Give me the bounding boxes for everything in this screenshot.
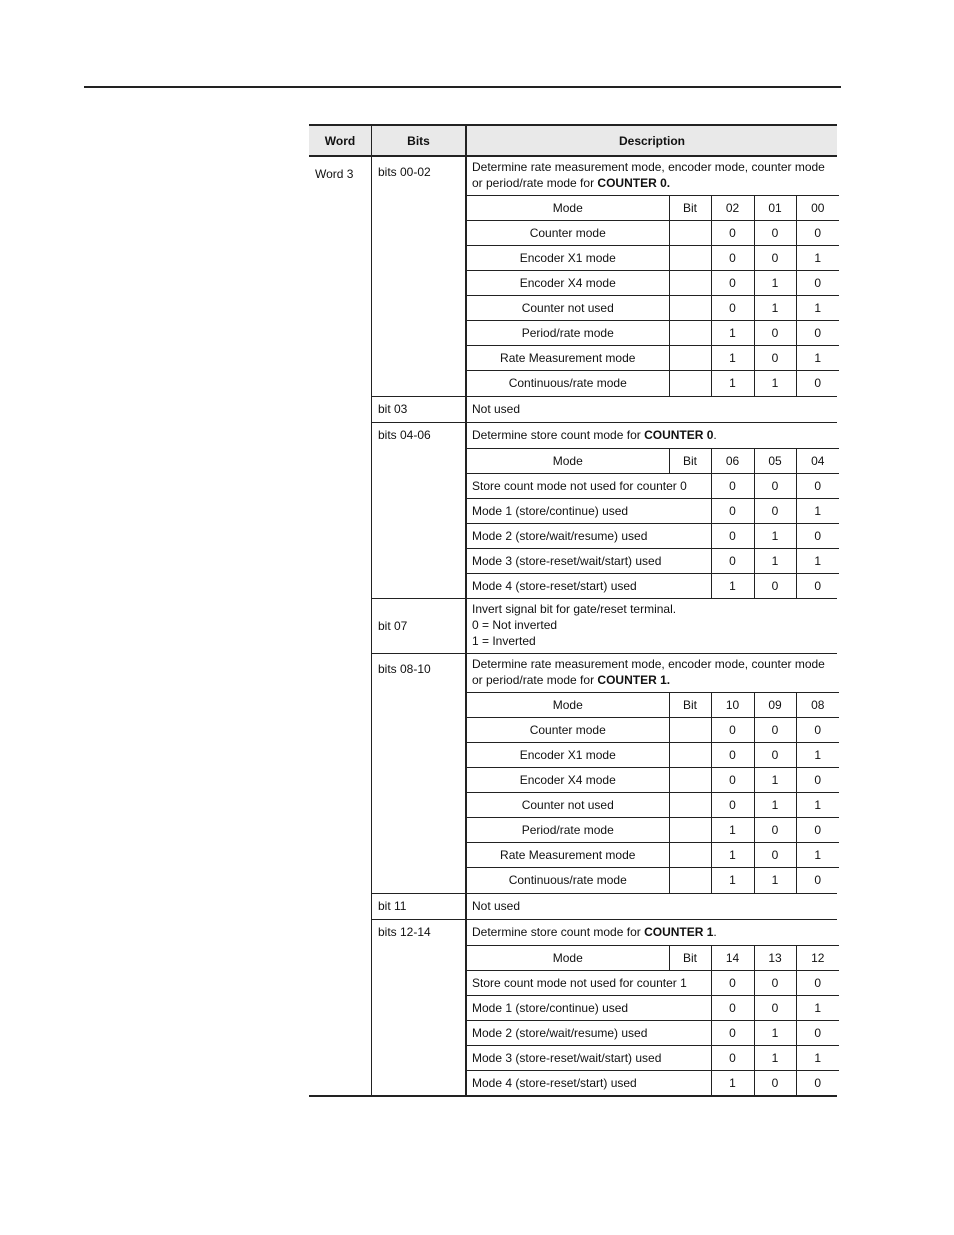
table-row: Mode 3 (store-reset/wait/start) used 0 1 1 [467,1045,839,1070]
table-header-row: Mode Bit 10 09 08 [467,693,839,718]
table-body [309,157,837,1097]
counter0-store-mode-table [467,448,839,599]
section-bit-03 [371,396,837,423]
table-row: Encoder X4 mode 0 1 0 [467,271,839,296]
bits-label: bit 03 [371,397,465,423]
description-cell [465,894,837,920]
section-bits-04-06 [371,422,837,598]
table-row: Period/rate mode 1 0 0 [467,818,839,843]
word3-table [309,124,837,1097]
table-row: Store count mode not used for counter 1 0 0 0 [467,970,839,995]
section-bits-00-02 [371,157,837,396]
table-row: Continuous/rate mode 1 1 0 [467,868,839,893]
counter0-rate-mode-table [467,195,839,396]
description-text: Invert signal bit for gate/reset terminal. 0 = Not inverted 1 = Inverted [472,602,677,648]
table-row: Mode 1 (store/continue) used 0 0 1 [467,995,839,1020]
word-label: Word 3 [315,167,354,181]
bit-sections [371,157,837,1095]
description-text: Determine store count mode for COUNTER 1. [472,925,717,939]
table-row: Encoder X4 mode 0 1 0 [467,768,839,793]
description-text: Determine rate measurement mode, encoder mode, counter mode or period/rate mode for COUNTER 1. [472,657,825,687]
header-word: Word [324,133,356,148]
description-cell [465,920,837,1095]
description-cell [465,423,837,598]
table-row: Counter mode 0 0 0 [467,718,839,743]
description-text: Determine store count mode for COUNTER 0. [472,428,717,442]
table-row: Encoder X1 mode 0 0 1 [467,246,839,271]
table-row: Mode 3 (store-reset/wait/start) used 0 1 1 [467,548,839,573]
description-cell [465,397,837,423]
table-row: Mode 1 (store/continue) used 0 0 1 [467,498,839,523]
description-text: Not used [472,898,521,913]
table-row: Mode 4 (store-reset/start) used 1 0 0 [467,573,839,598]
table-row: Continuous/rate mode 1 1 0 [467,371,839,396]
table-row: Period/rate mode 1 0 0 [467,321,839,346]
counter1-store-mode-table [467,945,839,1096]
table-row: Rate Measurement mode 1 0 1 [467,346,839,371]
table-row: Counter not used 0 1 1 [467,793,839,818]
table-row: Counter not used 0 1 1 [467,296,839,321]
bits-label: bits 12-14 [371,920,465,1095]
table-row: Rate Measurement mode 1 0 1 [467,843,839,868]
header-bits: Bits [371,126,465,155]
table-row: Counter mode 0 0 0 [467,221,839,246]
bits-label: bits 08-10 [371,654,465,893]
table-header-row: Mode Bit 06 05 04 [467,448,839,473]
description-text: Determine rate measurement mode, encoder mode, counter mode or period/rate mode for COUNTER 0. [472,160,825,190]
table-header [309,124,837,157]
bits-label: bit 07 [371,599,465,653]
table-header-row: Mode Bit 02 01 00 [467,196,839,221]
section-bits-08-10 [371,653,837,893]
description-text: Not used [472,401,521,416]
bits-label: bit 11 [371,894,465,920]
description-cell [465,654,837,893]
table-header-row: Mode Bit 14 13 12 [467,945,839,970]
table-row: Mode 4 (store-reset/start) used 1 0 0 [467,1070,839,1095]
section-bit-11 [371,893,837,920]
header-description: Description [465,126,837,155]
section-bit-07 [371,598,837,653]
top-rule [84,86,841,88]
description-cell [465,157,837,396]
table-row: Mode 2 (store/wait/resume) used 0 1 0 [467,1020,839,1045]
bits-label: bits 04-06 [371,423,465,598]
description-cell [465,599,837,653]
table-row: Store count mode not used for counter 0 0 0 0 [467,473,839,498]
bits-label: bits 00-02 [371,157,465,396]
table-row: Encoder X1 mode 0 0 1 [467,743,839,768]
table-row: Mode 2 (store/wait/resume) used 0 1 0 [467,523,839,548]
section-bits-12-14 [371,919,837,1095]
counter1-rate-mode-table [467,692,839,893]
